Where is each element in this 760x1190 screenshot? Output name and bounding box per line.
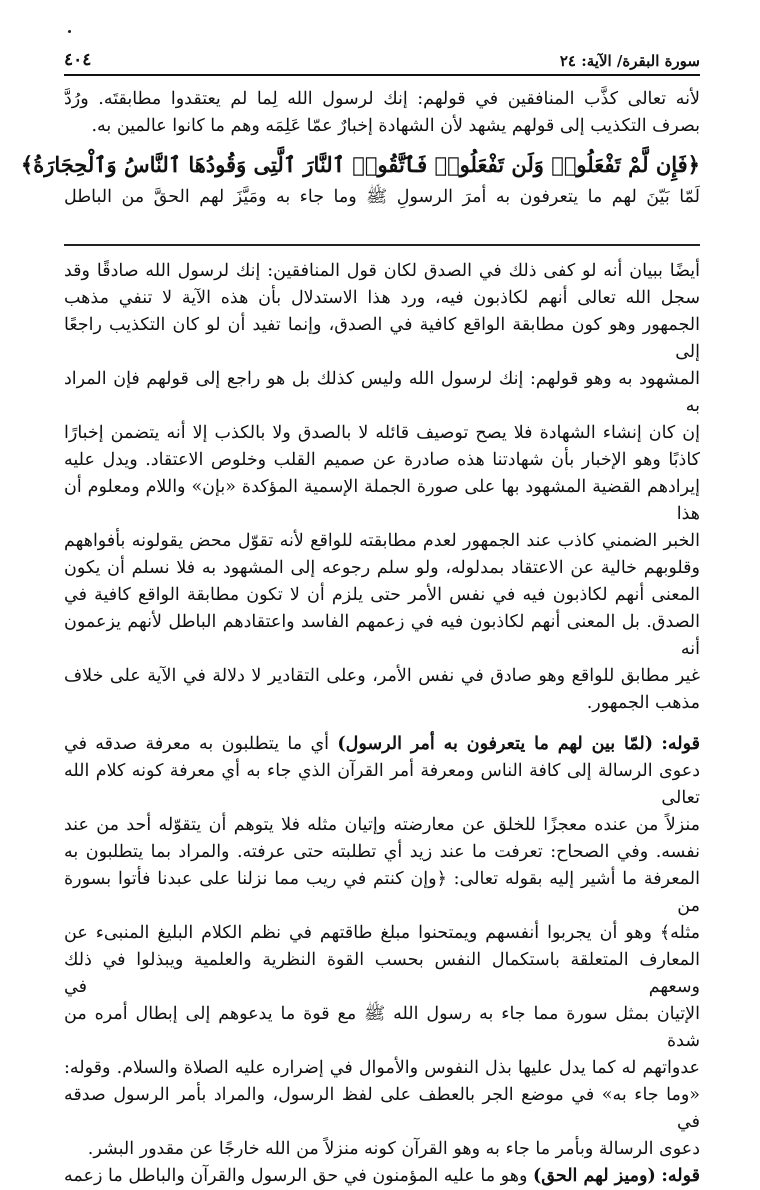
- notes-paragraph-1: [64, 258, 700, 717]
- main-text-line: بصرف التكذيب إلى قولهم يشهد لأن الشهادة إخبارٌ عمّا عَلِمَه وهم ما كانوا عالمين به.: [91, 116, 700, 136]
- quoted-phrase: (وميز لهم الحق): [533, 1166, 656, 1186]
- notes-line: المعرفة ما أشير إليه بقوله تعالى: ﴿وإن كنتم في ريب مما نزلنا على عبدنا فأتوا بسورة من: [64, 869, 700, 916]
- notes-line: المعنى أنهم لكاذبون فيه في نفس الأمر حتى يلزم أن لا تكون مطابقة الواقع كافية في: [64, 585, 700, 605]
- running-header: [64, 44, 700, 76]
- notes-line: سجل الله تعالى أنهم لكاذبون فيه، ورد هذا الاستدلال بأن هذه الآية لا تنفي مذهب: [64, 288, 700, 308]
- page-number: ٤٠٤: [64, 50, 92, 70]
- line-continuation: أي ما يتطلبون به معرفة صدقه في: [64, 734, 330, 754]
- main-text-line: لأنه تعالى كذَّب المنافقين في قولهم: إنك لرسول الله لِما لم يعتقدوا مطابقتَه. ورُدَّ: [64, 89, 700, 109]
- notes-line: دعوى الرسالة إلى كافة الناس ومعرفة أمر القرآن الذي جاء به أي معرفة كونه كلام الله تعالى: [64, 761, 700, 808]
- notes-line: الخبر الضمني كاذب عند الجمهور لعدم مطابقته للواقع لأنه تقوّل محض يقولونه بأفواههم: [64, 531, 700, 551]
- line-continuation: وهو ما عليه المؤمنون في حق الرسول والقرآن والباطل ما زعمه: [64, 1166, 528, 1186]
- notes-line: إيرادهم القضية المشهود بها على صورة الجملة الإسمية المؤكدة «بإن» واللام ومعلوم أن هذا: [64, 477, 700, 524]
- qawluhu-label: قوله:: [661, 734, 700, 754]
- notes-line: إن كان إنشاء الشهادة فلا يصح توصيف قائله لا بالصدق ولا بالكذب إلا أنه يتضمن إخبارًا: [64, 423, 700, 443]
- quran-verse: ﴿فَإِن لَّمْ تَفْعَلُوا۟ وَلَن تَفْعَلُوا۟ فَٱتَّقُوا۟ ٱلنَّارَ ٱلَّتِى وَقُودُهَا ٱلنَّاسُ وَٱلْحِجَارَةُ﴾: [20, 152, 700, 177]
- notes-line: [64, 731, 700, 758]
- footnote-separator: [64, 244, 700, 246]
- notes-line: مذهب الجمهور.: [586, 693, 700, 713]
- notes-line: دعوى الرسالة وبأمر ما جاء به وهو القرآن كونه منزلاً من الله خارجًا عن مقدور البشر.: [87, 1139, 700, 1159]
- notes-line: وقلوبهم خالية عن الاعتقاد بمدلوله، ولو سلم رجوعه إلى المشهود به فلا نسلم أن يكون: [64, 558, 700, 578]
- notes-line: الجمهور وهو كون مطابقة الواقع كافية في الصدق، وإنما تفيد أن لو كان التكذيب راجعًا إلى: [64, 315, 700, 362]
- commentary-notes: [64, 258, 700, 1190]
- notes-line: المعارف المتعلقة باستكمال النفس بحسب القوة النظرية والعلمية ويبذلوا في ذلك وسعهم في: [64, 950, 700, 997]
- notes-line: الإتيان بمثل سورة مما جاء به رسول الله ﷺ مع قوة ما يدعوهم إلى إبطال أمره من شدة: [64, 1004, 700, 1051]
- main-text-line: لَمّا بَيّنَ لهم ما يتعرفون به أمرَ الرسولِ ﷺ وما جاء به ومَيَّزَ لهم الحقَّ من الباطل: [64, 187, 700, 207]
- notes-line: غير مطابق للواقع وهو صادق في نفس الأمر، وعلى التقادير لا دلالة في الآية على خلاف: [64, 666, 700, 686]
- quoted-phrase: (لمّا بين لهم ما يتعرفون به أمر الرسول): [337, 734, 654, 754]
- notes-line: كاذبًا وهو الإخبار بأن شهادتنا هذه صادرة عن صميم القلب وخلوص الاعتقاد. ويدل عليه: [64, 450, 700, 470]
- main-text: [20, 86, 700, 211]
- surah-reference: سورة البقرة/ الآية: ٢٤: [559, 52, 700, 70]
- notes-line: أيضًا ببيان أنه لو كفى ذلك في الصدق لكان قول المنافقين: إنك لرسول الله صادقًا وقد: [64, 261, 700, 281]
- notes-paragraph-3: [64, 1163, 700, 1190]
- notes-line: مثله﴾ وهو أن يجربوا أنفسهم ويمتحنوا مبلغ طاقتهم في نظم الكلام البليغ المنبىء عن: [64, 923, 700, 943]
- scan-dot-artifact: [68, 30, 71, 33]
- notes-line: عدواتهم له كما يدل عليها بذل النفوس والأموال في إضراره عليه الصلاة والسلام. وقوله:: [64, 1058, 700, 1078]
- notes-line: الصدق. بل المعنى أنهم لكاذبون فيه في زعمهم الفاسد واعتقادهم الباطل لأنهم يزعمون أنه: [64, 612, 700, 659]
- notes-paragraph-2: [64, 731, 700, 1163]
- paragraph-gap: [64, 717, 700, 731]
- notes-line: المشهود به وهو قولهم: إنك لرسول الله وليس كذلك بل هو راجع إلى قولهم فإن المراد به: [64, 369, 700, 416]
- notes-line: منزلاً من عنده معجزًا للخلق عن معارضته وإتيان مثله فلا يتوهم أن يتقوّله أحد من عند: [64, 815, 700, 835]
- notes-line: نفسه. وفي الصحاح: تعرفت ما عند زيد أي تطلبته حتى عرفته. والمراد بما يتطلبون به: [64, 842, 700, 862]
- notes-line: «وما جاء به» في موضع الجر بالعطف على لفظ الرسول، والمراد بأمر الرسول صدقه في: [64, 1085, 700, 1132]
- qawluhu-label: قوله:: [661, 1166, 700, 1186]
- notes-line: [64, 1163, 700, 1190]
